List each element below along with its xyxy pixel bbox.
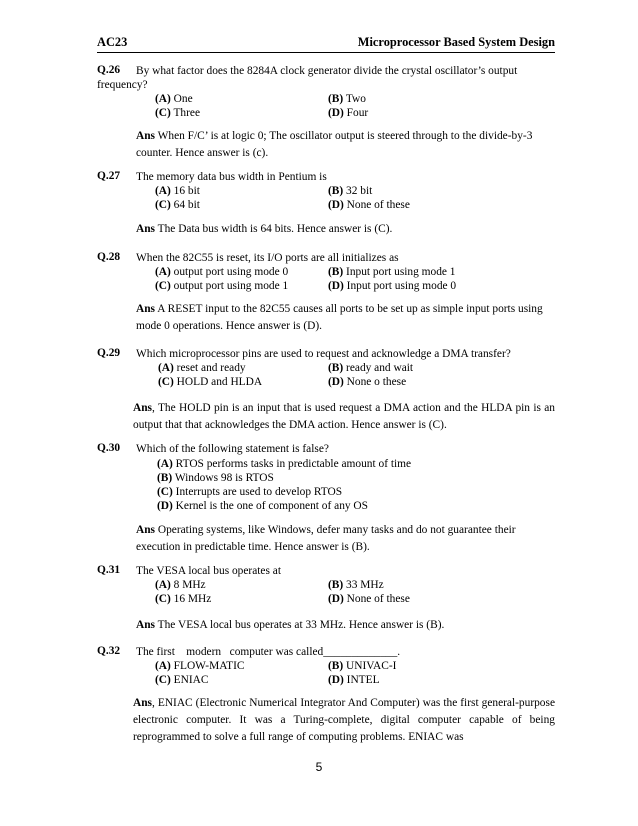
- page-number: 5: [315, 760, 323, 774]
- question-text: When the 82C55 is reset, its I/O ports are all initializes as: [136, 252, 399, 264]
- option-c: (C) output port using mode 1: [155, 280, 289, 292]
- option-d: (D) Input port using mode 0: [328, 280, 457, 292]
- option-c: (C) Interrupts are used to develop RTOS: [157, 486, 343, 498]
- question-text: By what factor does the 8284A clock generator divide the crystal oscillator’s output frequency?: [97, 65, 518, 91]
- option-b: (B) UNIVAC-I: [328, 660, 397, 672]
- answer-text: Ans, The HOLD pin is an input that is used request a DMA action and the HLDA pin is an output that that acknowledges the DMA action. Hence answer is (C).: [133, 402, 555, 431]
- option-d: (D) None of these: [328, 199, 410, 211]
- answer-text: Ans Operating systems, like Windows, defer many tasks and do not guarantee their execution in predictable time. Hence answer is (B).: [136, 524, 516, 553]
- option-a: (A) output port using mode 0: [155, 266, 289, 278]
- question-text: The memory data bus width in Pentium is: [136, 171, 327, 183]
- question-number: Q.26: [97, 64, 121, 76]
- option-a: (A) FLOW-MATIC: [155, 660, 245, 672]
- question-text: The VESA local bus operates at: [136, 565, 281, 577]
- option-a: (A) RTOS performs tasks in predictable amount of time: [157, 458, 412, 470]
- header-subject-title: Microprocessor Based System Design: [357, 35, 555, 49]
- option-b: (B) 32 bit: [328, 185, 373, 197]
- answer-text: Ans The VESA local bus operates at 33 MHz. Hence answer is (B).: [136, 619, 445, 631]
- option-d: (D) Kernel is the one of component of any OS: [157, 500, 368, 512]
- option-b: (B) ready and wait: [328, 362, 414, 374]
- option-b: (B) Input port using mode 1: [328, 266, 456, 278]
- answer-text: Ans When F/C’ is at logic 0; The oscillator output is steered through to the divide-by-3 counter. Hence answer is (c).: [136, 130, 533, 159]
- option-c: (C) 64 bit: [155, 199, 200, 211]
- question-number: Q.28: [97, 251, 121, 263]
- option-c: (C) Three: [155, 107, 201, 119]
- option-c: (C) ENIAC: [155, 674, 209, 686]
- header-course-code: AC23: [97, 35, 128, 49]
- option-d: (D) None o these: [328, 376, 407, 388]
- option-d: (D) Four: [328, 107, 369, 119]
- header-rule: [97, 52, 555, 53]
- page-header: [97, 35, 555, 51]
- option-c: (C) 16 MHz: [155, 593, 212, 605]
- answer-text: Ans A RESET input to the 82C55 causes all ports to be set up as simple input ports using mode 0 operations. Hence answer is (D).: [136, 303, 543, 332]
- question-text: Which of the following statement is false?: [136, 443, 329, 455]
- option-a: (A) 16 bit: [155, 185, 200, 197]
- answer-text: Ans The Data bus width is 64 bits. Hence answer is (C).: [136, 223, 393, 235]
- question-text: The first modern computer was called_____________.: [136, 646, 401, 658]
- option-b: (B) 33 MHz: [328, 579, 384, 591]
- answer-text: Ans, ENIAC (Electronic Numerical Integrator And Computer) was the first general-purpose electronic computer. It was a Turing-complete, digital computer capable of being reprogrammed to solve a full range of computing problems. ENIAC was: [133, 697, 555, 743]
- option-d: (D) None of these: [328, 593, 410, 605]
- question-number: Q.27: [97, 170, 121, 182]
- option-b: (B) Two: [328, 93, 366, 105]
- option-a: (A) reset and ready: [158, 362, 246, 374]
- option-a: (A) 8 MHz: [155, 579, 206, 591]
- question-number: Q.29: [97, 347, 121, 359]
- question-number: Q.31: [97, 564, 121, 576]
- question-number: Q.30: [97, 442, 121, 454]
- question-number: Q.32: [97, 645, 121, 657]
- option-c: (C) HOLD and HLDA: [158, 376, 263, 388]
- option-a: (A) One: [155, 93, 193, 105]
- option-d: (D) INTEL: [328, 674, 380, 686]
- option-b: (B) Windows 98 is RTOS: [157, 472, 274, 484]
- question-text: Which microprocessor pins are used to request and acknowledge a DMA transfer?: [136, 348, 511, 360]
